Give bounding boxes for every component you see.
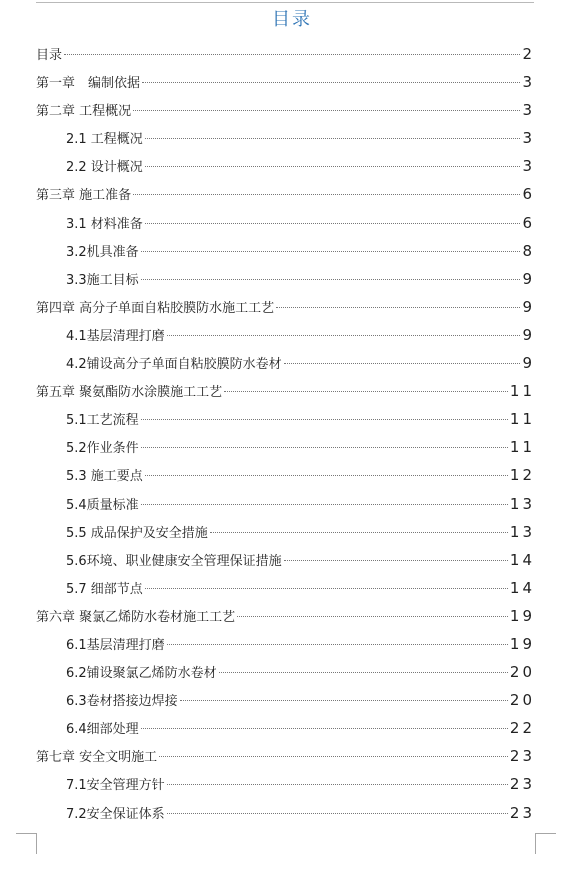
toc-dot-leader — [276, 307, 520, 308]
toc-entry-label: 3.3施工目标 — [66, 272, 139, 288]
toc-entry-label: 7.1安全管理方针 — [66, 778, 165, 794]
toc-entry-page-number: 9 — [522, 325, 535, 344]
toc-dot-leader — [141, 279, 521, 280]
toc-dot-leader — [141, 504, 508, 505]
toc-entry-page-number: 3 — [522, 157, 535, 176]
toc-entry-label: 5.5 成品保护及安全措施 — [66, 525, 208, 541]
toc-entry-section[interactable] — [36, 714, 535, 742]
toc-entry-page-number: 23 — [509, 747, 535, 766]
toc-entry-section[interactable] — [36, 518, 535, 546]
toc-entry-chapter[interactable] — [36, 293, 535, 321]
toc-entry-section[interactable] — [36, 630, 535, 658]
toc-entry-page-number: 3 — [522, 101, 535, 120]
toc-dot-leader — [219, 672, 508, 673]
toc-entry-page-number: 14 — [509, 550, 535, 569]
toc-dot-leader — [167, 784, 508, 785]
toc-entry-label: 第一章 编制依据 — [36, 76, 141, 92]
toc-entry-label: 目录 — [36, 48, 63, 63]
page-corner-mark-left — [16, 833, 37, 854]
toc-entry-section[interactable] — [36, 658, 535, 686]
toc-entry-chapter[interactable] — [36, 96, 535, 124]
toc-entry-label: 5.2作业条件 — [66, 441, 139, 457]
toc-dot-leader — [133, 110, 520, 111]
toc-entry-label: 第二章 工程概况 — [36, 104, 132, 120]
toc-entry-page-number: 9 — [522, 297, 535, 316]
toc-entry-chapter[interactable] — [36, 742, 535, 770]
toc-title: 目录 — [272, 9, 312, 30]
toc-entry-section[interactable] — [36, 405, 535, 433]
toc-entry-page-number: 3 — [522, 73, 535, 92]
toc-entry-label: 5.4质量标准 — [66, 497, 139, 513]
toc-dot-leader — [133, 194, 520, 195]
toc-entry-page-number: 6 — [522, 185, 535, 204]
toc-entry-page-number: 19 — [509, 606, 535, 625]
toc-entry-section[interactable] — [36, 770, 535, 798]
toc-dot-leader — [224, 391, 508, 392]
toc-dot-leader — [141, 447, 508, 448]
toc-entry-section[interactable] — [36, 546, 535, 574]
toc-dot-leader — [145, 166, 521, 167]
toc-entry-page-number: 23 — [509, 803, 535, 822]
toc-entry-section[interactable] — [36, 265, 535, 293]
toc-entry-label: 6.1基层清理打磨 — [66, 637, 165, 653]
toc-entry-section[interactable] — [36, 490, 535, 518]
toc-entry-chapter[interactable] — [36, 180, 535, 208]
toc-dot-leader — [284, 560, 508, 561]
toc-entry-section[interactable] — [36, 799, 535, 827]
toc-dot-leader — [167, 813, 508, 814]
toc-entry-label: 5.1工艺流程 — [66, 413, 139, 429]
toc-entry-section[interactable] — [36, 461, 535, 489]
toc-entry-page-number: 14 — [509, 578, 535, 597]
toc-dot-leader — [145, 138, 521, 139]
toc-dot-leader — [167, 335, 521, 336]
toc-entry-label: 7.2安全保证体系 — [66, 806, 165, 822]
toc-dot-leader — [237, 616, 508, 617]
toc-entry-section[interactable] — [36, 209, 535, 237]
toc-entry-label: 5.6环境、职业健康安全管理保证措施 — [66, 553, 282, 569]
toc-entry-label: 6.4细部处理 — [66, 722, 139, 738]
toc-entry-page-number: 12 — [509, 466, 535, 485]
toc-list — [36, 40, 535, 827]
toc-entry-chapter[interactable] — [36, 68, 535, 96]
toc-dot-leader — [64, 54, 520, 55]
toc-dot-leader — [141, 419, 508, 420]
toc-dot-leader — [210, 532, 508, 533]
toc-entry-label: 4.2铺设高分子单面自粘胶膜防水卷材 — [66, 357, 282, 373]
toc-entry-section[interactable] — [36, 237, 535, 265]
toc-entry-chapter[interactable] — [36, 602, 535, 630]
toc-dot-leader — [180, 700, 508, 701]
toc-dot-leader — [145, 588, 508, 589]
page-corner-mark-right — [535, 833, 556, 854]
toc-entry-label: 6.2铺设聚氯乙烯防水卷材 — [66, 666, 217, 682]
toc-entry-label: 5.7 细部节点 — [66, 581, 143, 597]
toc-entry-page-number: 2 — [522, 45, 535, 63]
toc-entry-section[interactable] — [36, 152, 535, 180]
toc-entry-section[interactable] — [36, 686, 535, 714]
toc-dot-leader — [142, 82, 520, 83]
toc-entry-label: 第五章 聚氨酯防水涂膜施工工艺 — [36, 385, 223, 401]
toc-dot-leader — [145, 223, 521, 224]
toc-entry-page-number: 8 — [522, 241, 535, 260]
toc-entry-label: 2.2 设计概况 — [66, 160, 143, 176]
toc-entry-page-number: 9 — [522, 354, 535, 373]
toc-entry-page-number: 9 — [522, 269, 535, 288]
toc-entry-page-number: 13 — [509, 494, 535, 513]
toc-entry-page-number: 23 — [509, 775, 535, 794]
toc-entry-section[interactable] — [36, 321, 535, 349]
page-top-rule — [36, 2, 534, 3]
toc-entry-chapter[interactable] — [36, 40, 535, 68]
toc-dot-leader — [284, 363, 521, 364]
toc-entry-section[interactable] — [36, 433, 535, 461]
toc-dot-leader — [141, 728, 508, 729]
toc-entry-page-number: 20 — [509, 691, 535, 710]
toc-entry-page-number: 11 — [509, 438, 535, 457]
toc-entry-label: 第六章 聚氯乙烯防水卷材施工工艺 — [36, 609, 236, 625]
toc-entry-section[interactable] — [36, 349, 535, 377]
toc-entry-label: 2.1 工程概况 — [66, 132, 143, 148]
toc-entry-page-number: 6 — [522, 213, 535, 232]
toc-dot-leader — [159, 756, 508, 757]
toc-dot-leader — [145, 475, 508, 476]
toc-entry-label: 3.1 材料准备 — [66, 216, 143, 232]
toc-entry-section[interactable] — [36, 124, 535, 152]
toc-entry-page-number: 22 — [509, 719, 535, 738]
toc-dot-leader — [167, 644, 508, 645]
toc-entry-page-number: 3 — [522, 129, 535, 148]
toc-entry-label: 4.1基层清理打磨 — [66, 328, 165, 344]
toc-entry-page-number: 19 — [509, 634, 535, 653]
toc-entry-label: 6.3卷材搭接边焊接 — [66, 694, 178, 710]
toc-entry-label: 第四章 高分子单面自粘胶膜防水施工工艺 — [36, 300, 275, 316]
toc-entry-chapter[interactable] — [36, 377, 535, 405]
toc-entry-label: 第七章 安全文明施工 — [36, 750, 158, 766]
toc-entry-label: 5.3 施工要点 — [66, 469, 143, 485]
toc-entry-section[interactable] — [36, 574, 535, 602]
toc-dot-leader — [141, 251, 521, 252]
toc-entry-page-number: 11 — [509, 382, 535, 401]
toc-entry-page-number: 20 — [509, 663, 535, 682]
toc-entry-page-number: 13 — [509, 522, 535, 541]
toc-entry-label: 3.2机具准备 — [66, 244, 139, 260]
toc-entry-label: 第三章 施工准备 — [36, 188, 132, 204]
toc-entry-page-number: 11 — [509, 410, 535, 429]
